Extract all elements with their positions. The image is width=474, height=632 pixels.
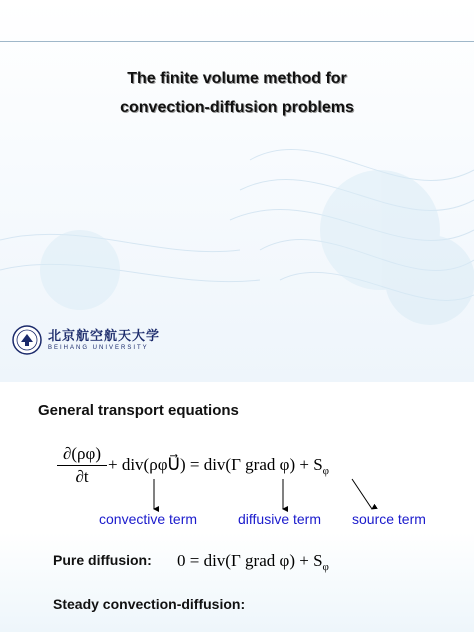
top-rule: [0, 41, 474, 42]
fraction-denominator: ∂t: [75, 467, 89, 486]
convective-term-expr: + div(ρφU⃗): [108, 455, 186, 474]
pure-diffusion-subscript: φ: [322, 561, 329, 573]
diffusive-term-label: diffusive term: [238, 511, 321, 527]
steady-convection-diffusion-label: Steady convection-diffusion:: [53, 596, 246, 612]
diffusive-term-expr: = div(Γ grad φ): [185, 455, 296, 474]
source-subscript: φ: [322, 465, 330, 477]
title-line-2: convection-diffusion problems: [120, 99, 354, 116]
section-heading: General transport equations: [38, 402, 239, 419]
fraction-numerator: ∂(ρφ): [62, 444, 102, 463]
title-line-1: The finite volume method for: [127, 70, 347, 87]
source-term-label: source term: [352, 511, 426, 527]
logo-chinese-name: 北京航空航天大学: [48, 328, 161, 344]
pure-diffusion-expr: 0 = div(Γ grad φ) + S: [177, 551, 323, 570]
logo-english-name: BEIHANG UNIVERSITY: [48, 344, 149, 351]
university-logo: [12, 325, 160, 355]
convective-term-label: convective term: [99, 511, 198, 527]
university-seal-icon: [12, 325, 42, 355]
equations-slide: [0, 382, 474, 632]
pure-diffusion-equation: [177, 551, 329, 573]
source-term-expr: + S: [295, 455, 323, 474]
source-arrow: [352, 479, 372, 509]
pure-diffusion-label: Pure diffusion:: [53, 552, 152, 568]
annotation-arrows: [0, 382, 474, 632]
